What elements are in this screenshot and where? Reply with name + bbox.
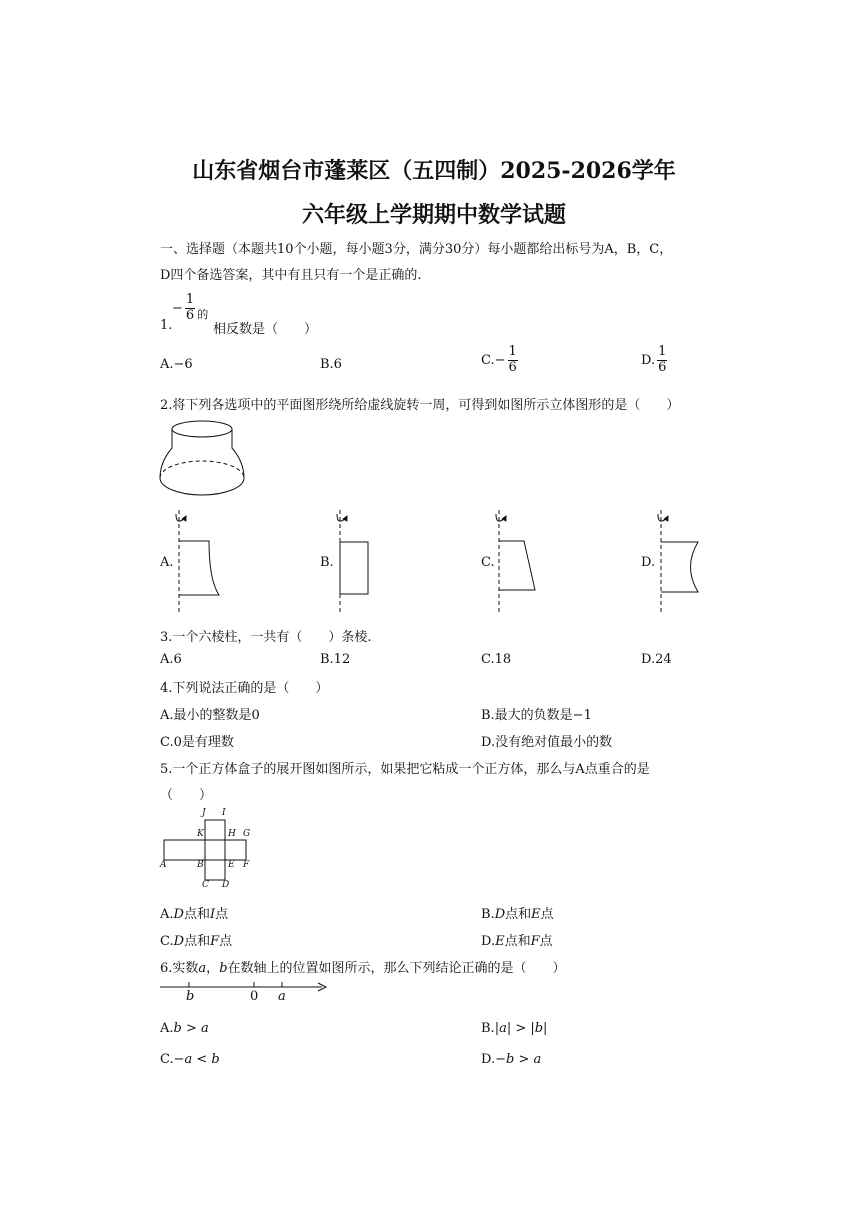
net-label-e: E	[228, 860, 235, 870]
q5-text: 5.一个正方体盒子的展开图如图所示，如果把它粘成一个正方体，那么与A点重合的是	[160, 762, 650, 777]
q1-fraction-denominator: 6	[185, 307, 195, 323]
section-instruction-line2: D四个备选答案，其中有且只有一个是正确的.	[160, 268, 422, 283]
q1-text: 相反数是（ ）	[213, 322, 318, 337]
section-instruction-line1: 一、选择题（本题共10个小题，每小题3分，满分30分）每小题都给出标号为A，B，C，	[160, 242, 673, 257]
q1-option-a: A.−6	[160, 357, 193, 372]
q5-option-a: A.D点和I点	[160, 907, 229, 922]
q2-option-a-label: A.	[160, 555, 174, 570]
q6-option-b: B.|a| > |b|	[481, 1021, 548, 1036]
q3-option-a: A.6	[160, 652, 182, 667]
q2-option-c-label: C.	[481, 555, 495, 570]
q1-option-c-den: 6	[508, 359, 517, 375]
net-label-h: H	[228, 829, 236, 839]
q1-number: 1.	[160, 318, 173, 333]
q2-option-b-label: B.	[320, 555, 334, 570]
q3-option-c: C.18	[481, 652, 512, 667]
net-label-d: D	[222, 880, 230, 890]
q2-option-d-label: D.	[641, 555, 656, 570]
axis-label-zero: 0	[250, 989, 259, 1004]
q4-option-a: A.最小的整数是0	[160, 708, 260, 723]
q4-option-b: B.最大的负数是−1	[481, 708, 592, 723]
q5-text-paren: （ ）	[160, 788, 213, 803]
net-label-c: C	[202, 880, 209, 890]
net-label-j: J	[202, 808, 206, 818]
axis-label-b: b	[186, 989, 195, 1004]
q1-option-c-num: 1	[508, 344, 517, 359]
q5-option-d: D.E点和F点	[481, 934, 553, 949]
q6-option-d: D.−b > a	[481, 1052, 542, 1067]
net-label-f: F	[243, 860, 250, 870]
q1-fraction-numerator: 1	[185, 292, 195, 307]
page-subtitle: 六年级上学期期中数学试题	[301, 202, 566, 228]
q1-de-char: 的	[197, 307, 209, 321]
net-label-k: K	[197, 829, 204, 839]
q1-option-b: B.6	[320, 357, 342, 372]
q1-fraction-sign: −	[172, 300, 183, 316]
q1-option-d-den: 6	[658, 359, 667, 375]
page-title: 山东省烟台市蓬莱区（五四制）2025-2026学年	[192, 158, 676, 184]
q5-option-b: B.D点和E点	[481, 907, 554, 922]
q3-option-d: D.24	[641, 652, 672, 667]
net-label-g: G	[243, 829, 251, 839]
q2-text: 2.将下列各选项中的平面图形绕所给虚线旋转一周，可得到如图所示立体图形的是（ ）	[160, 398, 680, 413]
q4-option-c: C.0是有理数	[160, 735, 234, 750]
q4-option-d: D.没有绝对值最小的数	[481, 735, 613, 750]
q3-option-b: B.12	[320, 652, 351, 667]
net-label-a: A	[160, 860, 167, 870]
q6-option-c: C.−a < b	[160, 1052, 220, 1067]
q6-text: 6.实数a，b在数轴上的位置如图所示，那么下列结论正确的是（ ）	[160, 961, 566, 976]
q5-option-c: C.D点和F点	[160, 934, 233, 949]
q1-option-d-num: 1	[658, 344, 667, 359]
q3-text: 3.一个六棱柱，一共有（ ）条棱.	[160, 630, 372, 645]
q6-option-a: A.b > a	[160, 1021, 209, 1036]
q1-option-c-prefix: C.−	[481, 352, 506, 368]
net-label-b: B	[197, 860, 204, 870]
q4-text: 4.下列说法正确的是（ ）	[160, 681, 329, 696]
q1-option-d-prefix: D.	[641, 352, 656, 368]
axis-label-a: a	[278, 989, 286, 1004]
net-label-i: I	[222, 808, 226, 818]
